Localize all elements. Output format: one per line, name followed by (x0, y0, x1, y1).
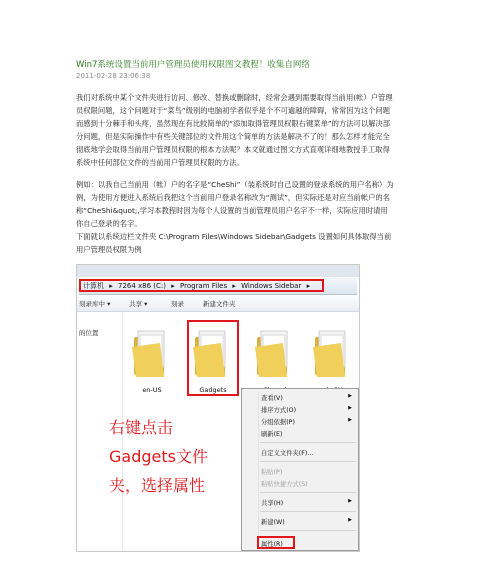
article-body (76, 91, 394, 169)
menu-item-refresh[interactable]: 刷新(E) (261, 431, 283, 438)
crumb-program-files[interactable]: Program Files (180, 282, 228, 290)
explorer-toolbar (77, 296, 359, 312)
folder-icon[interactable] (311, 327, 355, 379)
crumb-drive[interactable]: 7264 x86 (C:) (117, 282, 167, 290)
menu-item-paste: 粘贴(P) (261, 469, 283, 476)
chevron-right-icon: ▸ (171, 282, 175, 290)
chevron-right-icon: ▸ (109, 282, 113, 290)
submenu-arrow-icon: ▶ (348, 498, 352, 504)
window-top-strip (77, 265, 359, 277)
submenu-arrow-icon: ▶ (348, 517, 352, 523)
chevron-right-icon: ▸ (306, 282, 311, 290)
folder-label-en-us: en-US (142, 386, 162, 394)
paragraph-1: 我们对系统中某个文件夹进行访问、修改、替换或删除时，经常会遇到需要取得当前用(帐）户管理员权限问题，这个问题对于“菜鸟”级别的电脑初学者似乎是个不可逾越的障碍，常常因为这个问题而感到十分棘手和头疼，虽然现在有比较简单的“添加取得管理员权限右键菜单”的方法可以解决部分问题，但是实际操作中有些关键部位的文件用这个简单的方法是解决不了的！那么怎样才能完全彻底地学会取得当前用户管理员权限的根本方法呢？本文就通过图文方式直观详细地教授手工取得系统中任何部位文件的当前用户管理员权限的方法。 (76, 93, 393, 167)
properties-highlight-box (257, 536, 295, 549)
paragraph-intro: 下面就以系统边栏文件夹 C:\Program Files\Windows Sidebar\Gadgets 设置如何具体取得当前用户管理员权限为例 (76, 232, 392, 254)
submenu-arrow-icon: ▶ (348, 405, 352, 411)
submenu-arrow-icon: ▶ (348, 417, 352, 423)
menu-separator (260, 530, 356, 531)
crumb-windows-sidebar[interactable]: Windows Sidebar (241, 282, 302, 290)
new-folder-button[interactable]: 新建文件夹 (203, 300, 236, 308)
menu-item-share[interactable]: 共享(H) ▶ (261, 498, 352, 507)
instruction-overlay-text: 右键点击Gadgets文件夹，选择属性 (109, 418, 208, 495)
address-highlight-box (79, 279, 324, 292)
chevron-right-icon: ▸ (232, 282, 236, 290)
article-title[interactable]: Win7系统设置当前用户管理员使用权限图文教程！收集自网络 (76, 60, 310, 70)
paragraph-example: 例如：以我自己当前用（帐）户的名字是“CheShi”（装系统时自己设置的登录系统的用户名称）为例，为使用方便进入系统后我把这个当前用户登录名称改为“测试”，但实际还是对应当前帐户的名称“CheShi&quot;,学习本教程时因为每个人设置的当前管理员用户名字不一样，实际应用时请用你自己登录的名字。 (76, 180, 394, 228)
menu-separator (260, 442, 356, 443)
menu-item-paste-shortcut: 粘贴快捷方式(S) (261, 481, 308, 488)
menu-separator (260, 461, 356, 462)
nav-location-label[interactable]: 的位置 (79, 329, 99, 337)
article-example (76, 178, 394, 256)
address-bar[interactable] (79, 278, 357, 295)
menu-separator (260, 511, 356, 512)
article-date: 2011-02-28 23:06:38 (76, 72, 151, 80)
menu-item-sort[interactable]: 排序方式(O) ▶ (261, 405, 352, 414)
article (76, 60, 394, 256)
explorer-screenshot (76, 264, 360, 552)
context-menu (241, 388, 359, 551)
menu-item-view[interactable]: 查看(V) ▶ (261, 393, 352, 402)
gadgets-highlight-box (187, 320, 239, 396)
folder-icon[interactable] (253, 327, 297, 379)
burn-button[interactable]: 刻录 (171, 300, 184, 308)
include-library-button[interactable]: 刻录库中 ▾ (79, 300, 111, 308)
menu-item-new[interactable]: 新建(W) ▶ (261, 517, 352, 526)
menu-item-group[interactable]: 分组依据(P) ▶ (261, 417, 352, 426)
menu-item-properties[interactable]: 属性(R) (261, 541, 283, 548)
menu-item-customize-folder[interactable]: 自定义文件夹(F)... (261, 450, 314, 457)
folder-label-gadgets: Gadgets (199, 386, 227, 394)
crumb-computer[interactable]: 计算机 (83, 282, 104, 290)
share-button[interactable]: 共享 ▾ (129, 300, 148, 308)
folder-icon[interactable] (130, 327, 174, 379)
menu-separator (260, 492, 356, 493)
submenu-arrow-icon: ▶ (348, 393, 352, 399)
